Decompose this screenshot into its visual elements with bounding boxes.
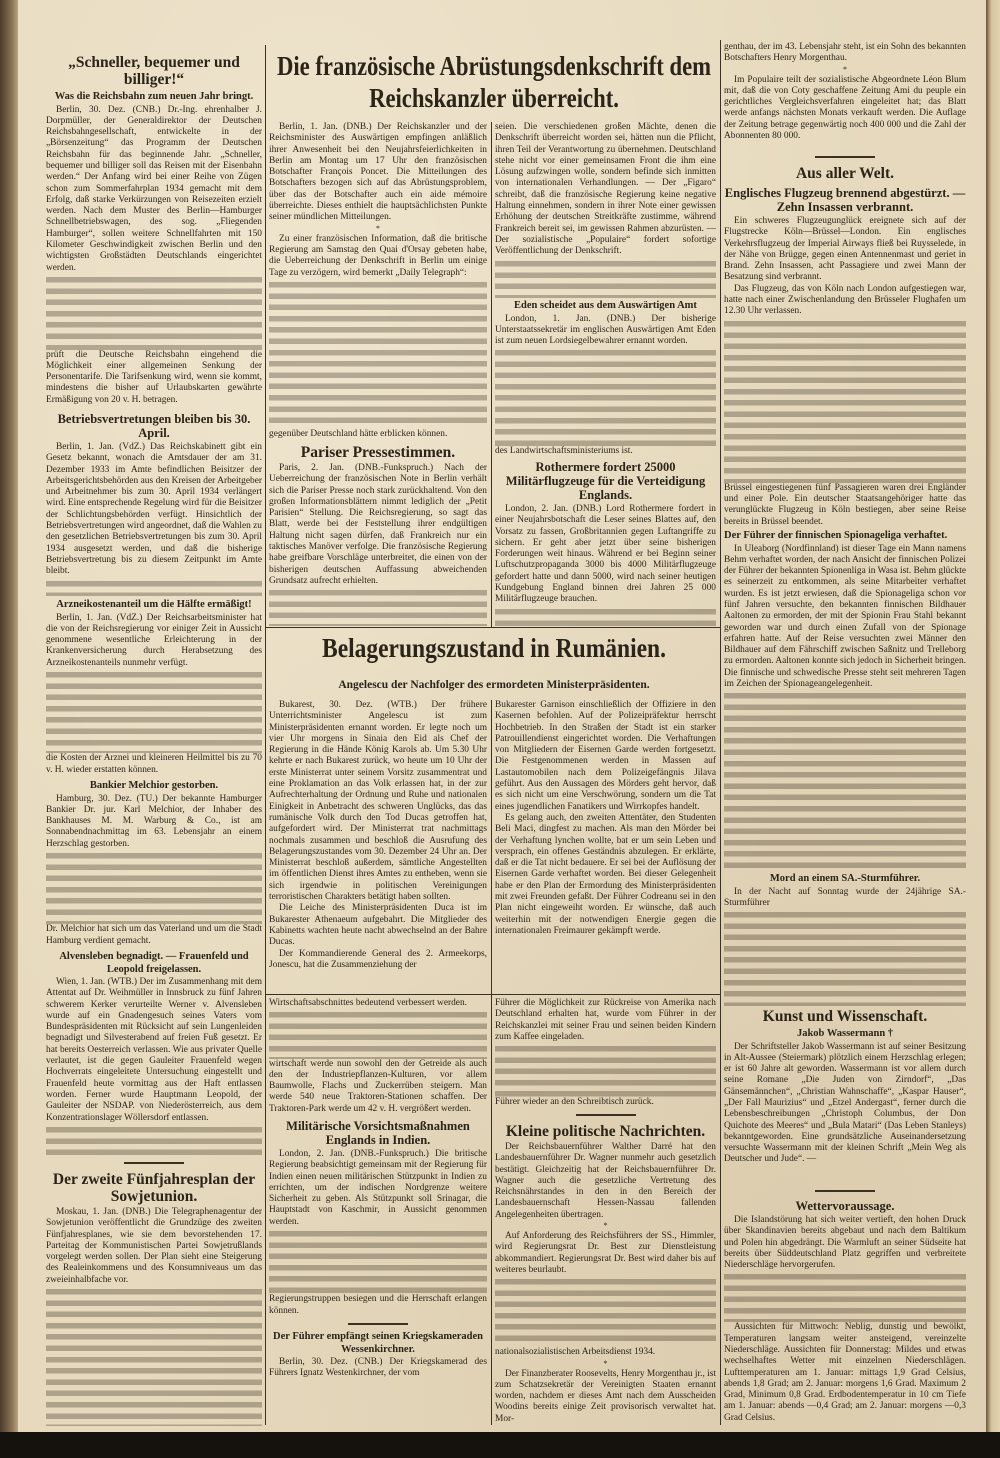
main-headline: Die französische Abrüstungsdenkschrift dem Reichskanzler überreicht. [276,51,712,113]
article-headline: Rothermere fordert 25000 Militärflugzeuge für die Verteidigung Englands. [505,460,706,502]
illegible-text-lines [495,1276,716,1347]
illegible-text-lines [724,1271,966,1322]
rumaenien-subheadline: Angelescu der Nachfolger des ermordeten Ministerpräsidenten. [338,679,650,691]
article-morgenthau-cont [724,42,966,152]
article-headline: Betriebsvertretungen bleiben bis 30. April. [57,412,251,440]
page-binding-edge [0,0,20,1458]
article-body: Bukarest, 30. Dez. (WTB.) Der frühere Unterrichtsminister Angelescu ist zum Ministerpräsidenten ernannt worden. Er legte noch um vier Uhr morgens in Sinaia den Eid als Chef der Regierung in die Hände König Karols ab. Um 5.30 Uhr kehrte er nach Bukarest zurück, wo heute um 10 Uhr der erste Ministerrat unter seinem Vorsitz zusammentrat und eine Proklamation an das Volk erlassen hat, in der zur Aufrechterhaltung der Ordnung und Ruhe und nationalen Einigkeit in Anbetracht des schweren Unglücks, das das rumänische Volk durch den Tod Ducas getroffen hat, aufgefordert wird. Der Ministerrat trat nachmittags nochmals zusammen und beschloß die Ausrufung des Belagerungszustandes vom 30. Dezember 24 Uhr an. Der Ministerrat beschloß außerdem, sämtliche Angestellten im öffentlichen Dienst ihres Amtes zu entheben, wenn sie sich irgendwie in politischen Vereinigungen terroristischen Charakters betätigt haben sollten. [269,700,487,903]
article-body: seien. Die verschiedenen großen Mächte, denen die Denkschrift überreicht worden sei, hätten nun die Pflicht, ihren Teil der Verantwortung zu übernehmen. Deutschland stehe nicht vor einer gemeinsamen Front die ihm eine Lösung aufzwingen wolle, sondern befinde sich inmitten von internationalen Verhandlungen. — Der „Figaro“ schreibt, daß die französische Regierung keine negative Haltung einnehmen, sondern in ihrer Note einer gewissen Erhöhung der deutschen Streitkräfte zustimme, während Frankreich bereit sei, im gewissen Rahmen abzurüsten. — Der sozialistische „Populaire“ fordert sofortige Veröffentlichung der Denkschrift. [495,122,716,257]
article-wassermann [724,1006,966,1184]
illegible-text-lines [495,258,716,298]
article-body: Führer die Möglichkeit zur Rückreise von Amerika nach Deutschland erhalten hat, wurde vom Führer in der Reichskanzlei mit seiner Frau und seinen beiden Kindern zum Kaffee eingeladen. [495,998,716,1042]
illegible-text-lines [46,578,262,596]
article-body: Der Finanzberater Roosevelts, Henry Morgenthau jr., ist zum Schatzsekretär der Vereinigten Staaten ernannt worden, nachdem er dieses Amt nach dem Ausscheiden Woodins bereits einige Zeit provisorisch verwaltet hat. Mor- [495,1368,716,1424]
article-eden [495,299,716,457]
article-alvensleben [46,950,262,1156]
scan-background [0,1432,1000,1458]
article-body: gegenüber Deutschland hätte erblicken können. [269,428,448,439]
illegible-text-lines [46,850,262,924]
article-body: Berlin, 1. Jan. (VdZ.) Der Reichsarbeitsminister hat die von der Reichsregierung vor einiger Zeit in Aussicht genommene wesentliche Erleichterung in der Krankenversicherung durch Herabsetzung des Arzneikostenanteils nunmehr verfügt. [46,612,262,668]
article-headline: Arzneikostenanteil um die Hälfte ermäßigt! [56,599,252,610]
article-body: Das Flugzeug, das von Köln nach London aufgestiegen war, hatte nach einer Zwischenlandung den Brüsseler Flughafen um 12.30 Uhr verlassen. [724,283,966,317]
article-body: Die Leiche des Ministerpräsidenten Duca ist im Bukarester Athenaeum aufgebahrt. Die Mitglieder des Kabinetts wachten heute nacht abwechselnd an der Bahre Ducas. [269,903,487,948]
article-body: nationalsozialistischen Arbeitsdienst 1934. [495,1347,656,1358]
article-headline: Mord an einem SA.-Sturmführer. [769,873,921,884]
article-body: Es gelang auch, den zweiten Attentäter, den Studenten Beli Maci, dingfest zu machen. Als man den Mörder bei der Verhaftung lynchen wollte, bat er um sein Leben und versprach, ein offenes Geständnis abzulegen. Er erklärte, daß er die Tat nicht bedauere. Er sei bei der Auflösung der Eisernen Garde verhaftet worden. Bei dieser Gelegenheit habe er den Plan der Ermordung des Ministerpräsidenten mit zwei Freunden gefaßt. Der Führer Codreanu sei in den Plan nicht eingeweiht worden. Er wünsche, daß auch weiterhin mit der notwendigen Energie gegen die internationalen Freimaurer gekämpft werde. [495,812,716,936]
article-body: Ein schweres Flugzeugunglück ereignete sich auf der Flugstrecke Köln—Brüssel—London. Ein englisches Verkehrsflugzeug der Imperial Airways fließ bei Ruysselede, in der Nähe von Brügge, gegen einen Antennenmast und geriet in Brand. Zehn Insassen, acht Passagiere und zwei Mann der Besatzung sind verbrannt. [724,216,966,283]
article-headline: Der Führer empfängt seinen Kriegskameraden Wessenkirchner. [273,1331,483,1355]
article-headline: Militärische Vorsichtsmaßnahmen Englands in Indien. [286,1119,470,1147]
article-wessenkirchner-cont [495,998,716,1108]
article-body: London, 1. Jan. (DNB.) Der bisherige Unterstaatssekretär im englischen Auswärtigen Amt Eden ist zum neuen Lordsiegelbewahrer ernannt worden. [495,313,716,347]
illegible-text-lines [724,318,966,483]
article-rumaenien-col2 [495,700,716,992]
article-headline: Pariser Pressestimmen. [300,444,456,461]
article-body: Dr. Melchior hat sich um das Vaterland und um die Stadt Hamburg verdient gemacht. [46,924,262,946]
article-abruestung-col2 [495,122,716,298]
illegible-text-lines [46,1124,262,1156]
article-body: In der Nacht auf Sonntag wurde der 24jährige SA.-Sturmführer [724,886,966,908]
article-body: In Uleaborg (Nordfinnland) ist dieser Tage ein Mann namens Behm verhaftet worden, der nach Ansicht der finnischen Polizei der Führer der bekannten Spionenliga in Wasa ist. Behm glückte es seinerzeit zu entkommen, als seine Mitarbeiter verhaftet wurden. Es ist jetzt erwiesen, daß die Spionageliga schon vor fünf Jahren versuchte, den bekannten finnischen Bildhauer Aaltonen zu ermorden, der mit der Spionin Frau Stahl bekannt geworden war und durch einen Zufall von der Spionage erfahren hatte. Auf der Reise versuchten zwei Männer den Bildhauer auf dem Fährschiff zwischen Saßnitz und Trelleborg zu ermorden. Aaltonen konnte sich jedoch in Sicherheit bringen. Die finnische und schwedische Presse steht seit mehreren Tagen im Zeichen der Spionageangelegenheit. [724,543,966,690]
divider [124,1162,184,1164]
article-melchior [46,779,262,947]
illegible-text-lines [46,1286,262,1426]
article-body: London, 2. Jan. (DNB.) Lord Rothermere fordert in einer Neujahrsbotschaft die Leser seines Blattes auf, den Vorsatz zu fassen, Großbritannien gegen Luftangriffe zu sichern. Er geht aber jetzt über seine bisherigen Forderungen weit hinaus. Während er bei Beginn seiner Luftschutzpropaganda 3000 bis 4000 Militärflugzeuge gefordert hatte und dann 5000, wird nach seiner heutigen Kundgebung England binnen drei Jahren 25 000 Militärflugzeuge brauchen. [495,504,716,605]
article-fuenfjahresplan-cont [269,998,487,1115]
article-spionageliga [724,529,966,871]
article-body: Wirtschaftsabschnittes bedeutend verbessert werden. [269,998,467,1008]
illegible-text-lines [495,606,716,626]
article-headline: Alvensleben begnadigt. — Frauenfeld und Leopold freigelassen. [59,951,249,975]
rumaenien-headline: Belagerungszustand in Rumänien. [322,633,666,663]
article-wessenkirchner [269,1319,487,1425]
article-kleine-nachrichten [495,1110,716,1425]
next-page-edge [986,0,1000,1440]
article-headline: Der zweite Fünfjahresplan der Sowjetunion. [52,1171,256,1205]
column-rule [491,122,492,627]
article-headline: Kleine politische Nachrichten. [505,1123,706,1140]
illegible-text-lines [495,347,716,445]
separator-star: * [843,64,847,74]
article-body: Aussichten für Mittwoch: Neblig, dunstig und bewölkt, Temperaturen langsam weiter ansteigend, vereinzelte Niederschläge. Aussichten für Donnerstag: Mildes und etwas wechselhaftes Wetter mit einzelnen Niederschlägen. Lufttemperaturen am 1. Januar: mittags 1,9 Grad Celsius, abends 1,8 Grad; am 2. Januar: morgens 1,6 Grad. Maximum 2 Grad, Minimum 0,8 Grad. Erdbodentemperatur in 10 cm Tiefe am 1. Januar: abends —0,4 Grad; am 2. Januar: morgens —0,3 Grad Celsius. [724,1322,966,1423]
article-body: Berlin, 30. Dez. (CNB.) Dr.-Ing. ehrenhalber J. Dorpmüller, der Generaldirektor der Deutschen Reichsbahngesellschaft, entwickelte in der „Börsenzeitung“ das Programm der Deutschen Reichsbahn für das beginnende Jahr. „Schneller, bequemer und billiger soll das Reisen mit der Eisenbahn werden.“ Der Anfang wird bei einer Reihe von Zügen schon zum Sommerfahrplan 1934 gemacht mit dem Erfolg, daß starke Verkürzungen von Reisezeiten erzielt werden. Nach dem Muster des Berlin—Hamburger Schnellbetriebswagen, des sog. „Fliegenden Hamburger“, sollen weitere Schnellfahrten mit 150 Kilometer Geschwindigkeit zwischen Berlin und den wichtigsten Großstädten Deutschlands eingerichtet werden. [46,104,262,273]
article-body: Berlin, 1. Jan. (DNB.) Der Reichskanzler und der Reichsminister des Auswärtigen empfingen anläßlich ihrer Anwesenheit bei den Neujahrsfeierlichkeiten in Berlin am Montag um 17 Uhr den französischen Botschafter François Poncet. Die Mitteilungen des Botschafters bezogen sich auf das Abrüstungsproblem, über das der Botschafter auch ein aide mémoire überreichte. Dieses enthielt die hauptsächlichsten Punkte seiner mündlichen Mitteilungen. [269,122,487,223]
illegible-text-lines [46,669,262,753]
illegible-text-lines [495,1043,716,1097]
article-flugzeugunglueck [724,152,966,528]
article-rumaenien-col1 [269,700,487,992]
article-body: genthau, der im 43. Lebensjahr steht, ist ein Sohn des bekannten Botschafters Henry Morgenthau. [724,42,966,64]
article-headline: Eden scheidet aus dem Auswärtigen Amt [514,300,697,311]
article-body: Berlin, 30. Dez. (CNB.) Der Kriegskamerad des Führers Ignatz Westenkirchner, der vom [269,1357,487,1379]
article-body: Bukarester Garnison einschließlich der Offiziere in den Kasernen befohlen. Auf der Polizeipräfektur herrscht Hochbetrieb. In den Straßen der Stadt ist ein starker Patrouillendienst eingerichtet worden. Die Verhaftungen von Mitgliedern der Eisernen Garde werden fortgesetzt. Die Festgenommenen werden in Massen auf Lastautomobilen nach dem Polizeigefängnis Jilava geführt. Aus den Aussagen des Mörders geht hervor, daß es sich nicht um eine Verschwörung, sondern um die Tat eines jugendlichen Fanatikers und Wirrkopfes handelt. [495,700,716,812]
column-rule [720,40,721,1425]
article-body: Der Schriftsteller Jakob Wassermann ist auf seiner Besitzung in Alt-Aussee (Steiermark) plötzlich einem Herzschlag erlegen; er ist 60 Jahre alt geworden. Wassermann ist vor allem durch seine Romane „Die Juden von Zirndorf“, „Das Gänsemännchen“, „Christian Wahnschaffe“, „Kaspar Hauser“, „Der Fall Maurizius“ und „Etzel Andergast“, ferner durch die Lebensbeschreibungen „Christoph Columbus, der Don Quichote des Meeres“ und „Bula Matari“ (Das Leben Stanleys) bekanntgeworden. Eine grundsätzliche Auseinandersetzung versuchte Wassermann mit der kleinen Schrift „Mein Weg als Deutscher und Jude“. — [724,1041,966,1165]
article-abruestung-col1 [269,122,487,440]
column-rule [265,45,266,1425]
illegible-text-lines [724,690,966,871]
article-body: prüft die Deutsche Reichsbahn eingehend die Möglichkeit einer allgemeinen Senkung der Personentarife. Die Tarifsenkung wird, wenn sie kommt, mindestens die bisher auf Urlaubskarten gewährte Ermäßigung von 20 v. H. betragen. [46,349,262,405]
article-headline: Der Führer der finnischen Spionageliga verhaftet. [724,530,948,541]
divider [576,1114,636,1116]
article-body: Im Populaire teilt der sozialistische Abgeordnete Léon Blum mit, daß die von Coty geschaffene Zeitung Ami du peuple ein gerichtliches Vergleichsverfahren eingeleitet hat; das Blatt werde anfangs nächsten Monats verkauft werden. Die Auflage der Zeitung betrage gegenwärtig noch 400 000 und die Zahl der Abonnenten 80 000. [724,74,966,142]
section-heading: Aus aller Welt. [795,165,895,182]
divider [815,1190,875,1192]
illegible-text-lines [724,909,966,1006]
article-body: Führer wieder an den Schreibtisch zurück. [495,1096,654,1107]
article-body: Zu einer französischen Information, daß die britische Regierung am Samstag den Quai d'Orsay gebeten habe, die Ueberreichung der Denkschrift in Berlin um einige Tage zu verzögern, wird bemerkt „Daily Telegraph“: [269,233,487,278]
article-body: London, 2. Jan. (DNB.-Funkspruch.) Die britische Regierung beabsichtigt gemeinsam mit der Regierung für Indien einen neuen militärischen Stützpunkt in Indien zu errichten, um der indischen Nordgrenze weitere Sicherheit zu geben. Als Stützpunkt soll Srinagar, die Hauptstadt von Kaschmir, in Aussicht genommen werden. [269,1149,487,1227]
article-body: Regierungstruppen besiegen und die Herrschaft erlangen können. [269,1294,487,1316]
article-fuenfjahresplan [46,1158,262,1426]
article-reichsbahn [46,52,262,406]
article-indien [269,1117,487,1317]
article-headline: Bankier Melchior gestorben. [89,780,219,791]
article-headline: Englisches Flugzeug brennend abgestürzt. — Zehn Insassen verbrannt. [724,186,966,214]
illegible-text-lines [46,274,262,350]
illegible-text-lines [269,1228,487,1294]
article-body: wirtschaft werde nun sowohl den der Getreide als auch den der Industriepflanzen-Kulturen, vor allem Baumwolle, Flachs und Zuckerrüben steigern. Man werde 540 neue Traktoren-Stationen schaffen. Der Traktoren-Park werde um 42 v. H. vergrößert werden. [269,1058,487,1114]
article-betriebsvertretungen [46,410,262,596]
section-rule [266,994,720,995]
article-body: Auf Anforderung des Reichsführers der SS., Himmler, wird Regierungsrat Dr. Best zur Dienstleistung abkommandiert. Regierungsrat Dr. Best wird daher bis auf weiteres beurlaubt. [495,1231,716,1275]
divider [815,156,875,158]
section-heading: Kunst und Wissenschaft. [762,1008,928,1025]
article-body: Paris, 2. Jan. (DNB.-Funkspruch.) Nach der Ueberreichung der französischen Note in Berlin verhält sich die Pariser Presse noch stark zurückhaltend. Von den großen Informationsblättern nimmt lediglich der „Petit Parisien“ Stellung. Die Reichsregierung, so sagt das Blatt, werde bei der Feststellung ihrer endgültigen Haltung nicht sagen dürfen, daß Frankreich nur ein taktisches Manöver verfolge. Die französische Regierung habe greifbare Vorschläge unterbreitet, die einen von der bisherigen deutschen Auffassung abweichenden Grundsatz aufrecht erhielten. [269,463,487,586]
illegible-text-lines [269,279,487,429]
illegible-text-lines [269,1009,487,1058]
article-body: Die Islandstörung hat sich weiter vertieft, den hohen Druck über Skandinavien bereits abgebaut und nach dem Baltikum und Polen hin abgedrängt. Die Warmluft an seiner Südseite hat bereits über Süddeutschland Platz gegriffen und verbreitete Niederschläge hervorgerufen. [724,1215,966,1271]
article-body: Moskau, 1. Jan. (DNB.) Die Telegraphenagentur der Sowjetunion veröffentlicht die Grundzüge des zweiten Fünfjahresplanes, wie sie dem bevorstehenden 17. Parteitag der Kommunistischen Partei Sowjetrußlands vorgelegt werden sollen. Der Plan sieht eine Steigerung des Realeinkommens und des Konsumniveaus um das zweieinhalbfache vor. [46,1207,262,1285]
article-arzneikosten [46,598,262,776]
separator-star: * [603,1221,608,1231]
article-body: des Landwirtschaftsministeriums ist. [495,445,633,456]
article-body: Brüssel eingestiegenen fünf Passagieren waren drei Engländer und einer Pole. Ein deutscher Staatsangehöriger hatte das verunglückte Flugzeug in Köln bestiegen, aber seine Reise bereits in Brüssel beendet. [724,482,966,527]
column-rule [491,700,492,1425]
article-wetter [724,1186,966,1424]
illegible-text-lines [269,587,487,626]
divider [348,1323,408,1325]
separator-star: * [603,1358,608,1368]
article-sa-mord [724,872,966,1006]
article-body: Der Reichsbauernführer Walther Darré hat den Landesbauernführer Dr. Wagner nunmehr auch gesetzlich bestätigt. Gleichzeitig hat der Reichsbauernführer Dr. Wagner auch die gesetzliche Vertretung des Reichsnährstandes in den in den Bereich der Landesbauernschaft Hessen-Nassau fallenden Angelegenheiten übertragen. [495,1142,716,1220]
separator-star: * [376,223,380,233]
article-headline: Wettervoraussage. [795,1199,895,1213]
article-body: Berlin, 1. Jan. (VdZ.) Das Reichskabinett gibt ein Gesetz bekannt, wonach die Amtsdauer der am 31. Dezember 1933 im Amte befindlichen Beisitzer der Arbeitsgerichtsbehörden aus den Kreisen der Arbeitgeber und Arbeitnehmer bis zum 30. April 1934 verlängert wird. Eine entsprechende Regelung wird für die Beisitzer der Schlichtungsbehörden verfügt. Hinsichtlich der Betriebsvertretungen wird angeordnet, daß die Wahlen zu den gesetzlichen Betriebsvertretungen bis zum 30. April 1934 ausgesetzt werden, und daß die bisherige Betriebsvertretung bis zu diesem Zeitpunkt im Amte bleibt. [46,442,262,577]
article-pariser-presse [269,442,487,626]
article-body: Hamburg, 30. Dez. (TU.) Der bekannte Hamburger Bankier Dr. jur. Karl Melchior, der Inhaber des Bankhauses M. M. Warburg & Co., ist am Sonnabendnachmittag im 63. Lebensjahr an einem Herzschlag gestorben. [46,793,262,849]
article-headline: Jakob Wassermann † [796,1028,894,1039]
article-rothermere [495,458,716,626]
article-body: Wien, 1. Jan. (WTB.) Der im Zusammenhang mit dem Attentat auf Dr. Weihmüller in Innsbruck zu fünf Jahren schwerem Kerker verurteilte Werner v. Alvensleben wurde auf ein Gnadengesuch seines Vaters vom Bundespräsidenten mit Rücksicht auf sein Lungenleiden begnadigt und Silvesterabend auf freien Fuß gesetzt. Er hat bereits Oesterreich verlassen. Wie aus privater Quelle verlautet, ist die gegen Gauleiter Frauenfeld wegen Hochverrats eingeleitete Untersuchung eingestellt und Frauenfeld heute vormittag aus der Haft entlassen worden. Ferner wurde Hauptmann Leopold, der Gauleiter der NSDAP. von Niederösterreich, aus dem Konzentrationslager Wöllersdorf entlassen. [46,977,262,1123]
section-rule [266,627,720,628]
article-body: Der Kommandierende General des 2. Armeekorps, Jonescu, hat die Zusammenziehung der [269,948,487,970]
article-headline: „Schneller, bequemer und billiger!“ [68,54,240,88]
article-body: die Kosten der Arznei und kleineren Heilmittel bis zu 70 v. H. wieder erstatten können. [46,753,262,775]
article-subheadline: Was die Reichsbahn zum neuen Jahr bringt. [54,91,254,102]
